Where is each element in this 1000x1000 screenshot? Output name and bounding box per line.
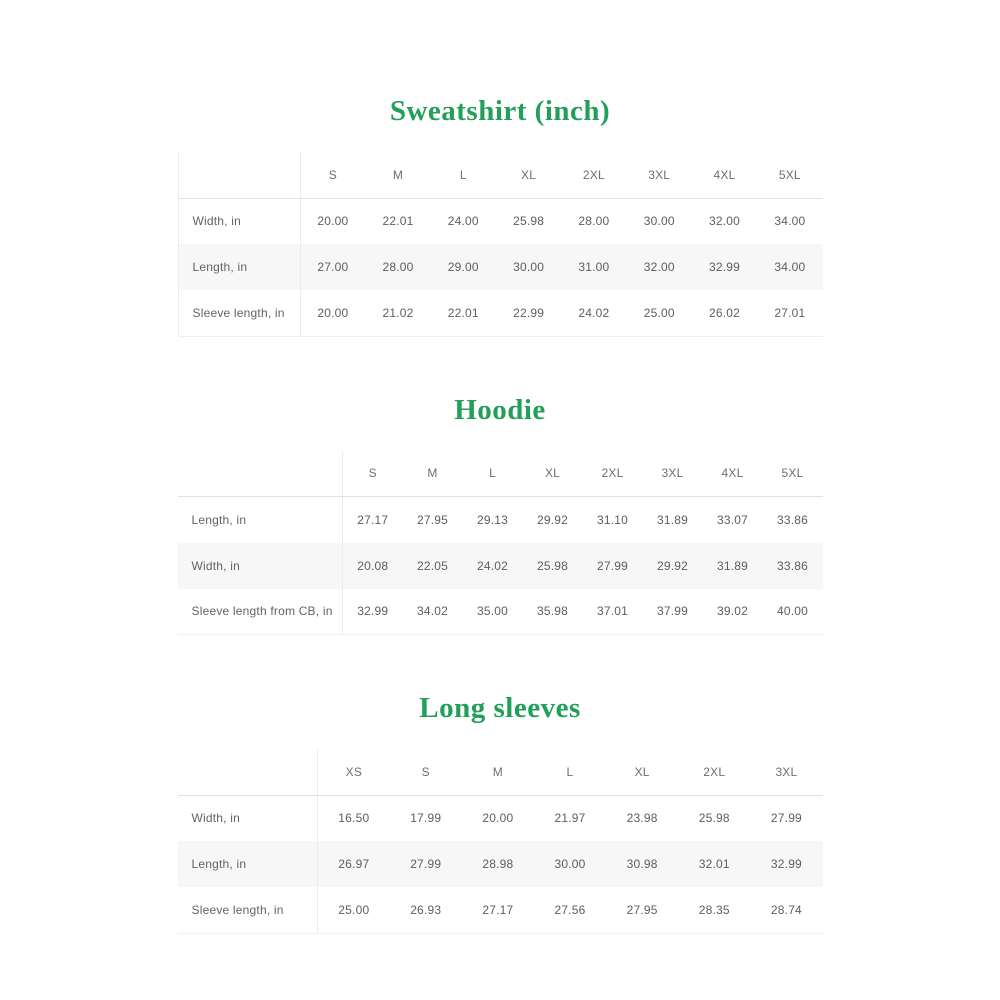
size-header-cell: L — [463, 451, 523, 497]
value-cell: 40.00 — [763, 589, 823, 635]
size-header-cell: M — [365, 152, 430, 198]
value-cell: 31.00 — [578, 260, 610, 274]
measurement-row — [178, 244, 823, 290]
size-header-cell: XL — [523, 451, 583, 497]
value-cell: 27.99 — [410, 857, 442, 871]
value-cell: 28.35 — [678, 887, 750, 933]
corner-cell — [178, 451, 343, 497]
measurement-row — [178, 198, 823, 244]
value-cell: 32.00 — [643, 260, 675, 274]
value-cell: 25.98 — [536, 558, 569, 573]
value-cell: 21.02 — [365, 290, 430, 336]
row-label-cell: Width, in — [178, 795, 318, 841]
value-cell: 27.00 — [317, 260, 349, 274]
corner-cell — [178, 749, 318, 795]
row-label-cell: Length, in — [178, 497, 343, 543]
measurement-row — [178, 589, 823, 635]
value-cell: 25.00 — [318, 887, 390, 933]
value-cell: 27.01 — [757, 290, 822, 336]
size-header-row — [178, 749, 823, 795]
value-cell: 29.13 — [476, 512, 509, 527]
value-cell: 20.00 — [300, 290, 365, 336]
value-cell: 37.99 — [643, 589, 703, 635]
row-label-cell: Width, in — [178, 198, 300, 244]
value-cell: 27.17 — [357, 512, 389, 527]
size-header-cell: S — [343, 451, 403, 497]
value-cell: 37.01 — [583, 589, 643, 635]
value-cell: 28.00 — [382, 260, 414, 274]
value-cell: 31.10 — [596, 512, 629, 527]
value-cell: 26.02 — [692, 290, 757, 336]
value-cell: 16.50 — [338, 811, 370, 826]
value-cell: 27.56 — [534, 887, 606, 933]
value-cell: 30.00 — [513, 260, 545, 274]
size-header-row — [178, 451, 823, 497]
value-cell: 23.98 — [626, 811, 658, 826]
value-cell: 29.00 — [447, 260, 479, 274]
value-cell: 33.86 — [776, 558, 809, 573]
size-header-cell: XS — [318, 749, 390, 795]
size-header-cell: S — [300, 152, 365, 198]
value-cell: 27.95 — [416, 512, 449, 527]
measurement-row — [178, 497, 823, 543]
sweatshirt-size-table — [178, 152, 823, 337]
size-header-cell: 4XL — [692, 152, 757, 198]
section-long-sleeves — [178, 691, 823, 934]
value-cell: 34.00 — [774, 260, 806, 274]
value-cell: 27.95 — [606, 887, 678, 933]
row-label-cell: Width, in — [178, 543, 343, 589]
long-sleeves-table-title: Long sleeves — [419, 692, 581, 724]
value-cell: 22.01 — [431, 290, 496, 336]
value-cell: 27.99 — [596, 558, 629, 573]
value-cell: 25.00 — [627, 290, 692, 336]
value-cell: 32.01 — [698, 857, 730, 871]
value-cell: 17.99 — [410, 811, 442, 826]
value-cell: 35.98 — [523, 589, 583, 635]
value-cell: 29.92 — [656, 558, 689, 573]
sweatshirt-table-title: Sweatshirt (inch) — [389, 95, 611, 127]
value-cell: 32.99 — [343, 589, 403, 635]
measurement-row — [178, 795, 823, 841]
value-cell: 24.02 — [561, 290, 626, 336]
value-cell: 26.97 — [338, 857, 370, 871]
size-header-cell: 2XL — [678, 749, 750, 795]
value-cell: 22.05 — [416, 558, 449, 573]
row-label-cell: Sleeve length, in — [178, 887, 318, 933]
value-cell: 30.00 — [554, 857, 586, 871]
size-header-cell: 2XL — [561, 152, 626, 198]
value-cell: 28.00 — [578, 214, 610, 229]
value-cell: 30.98 — [626, 857, 658, 871]
value-cell: 25.98 — [513, 214, 545, 229]
section-hoodie — [178, 393, 823, 636]
value-cell: 26.93 — [390, 887, 462, 933]
value-cell: 28.74 — [750, 887, 822, 933]
value-cell: 32.99 — [770, 857, 802, 871]
corner-cell — [178, 152, 300, 198]
value-cell: 20.00 — [482, 811, 514, 826]
value-cell: 27.17 — [462, 887, 534, 933]
value-cell: 28.98 — [482, 857, 514, 871]
section-sweatshirt — [178, 94, 823, 337]
row-label-cell: Sleeve length from CB, in — [178, 589, 343, 635]
hoodie-table-title: Hoodie — [454, 393, 546, 426]
value-cell: 24.02 — [476, 558, 509, 573]
size-header-cell: 3XL — [643, 451, 703, 497]
value-cell: 32.99 — [709, 260, 741, 274]
value-cell: 27.99 — [770, 811, 802, 826]
measurement-row — [178, 841, 823, 887]
value-cell: 35.00 — [463, 589, 523, 635]
long-sleeves-size-table — [178, 749, 823, 934]
measurement-row — [178, 887, 823, 933]
value-cell: 31.89 — [716, 558, 749, 573]
measurement-row — [178, 290, 823, 336]
value-cell: 33.07 — [716, 512, 749, 527]
value-cell: 34.02 — [403, 589, 463, 635]
value-cell: 22.01 — [382, 214, 414, 229]
value-cell: 31.89 — [656, 512, 689, 527]
size-header-cell: 5XL — [757, 152, 822, 198]
row-label-cell: Length, in — [178, 841, 318, 887]
value-cell: 21.97 — [554, 811, 586, 826]
value-cell: 20.00 — [317, 214, 349, 229]
size-header-cell: 5XL — [763, 451, 823, 497]
value-cell: 29.92 — [536, 512, 569, 527]
size-header-cell: 2XL — [583, 451, 643, 497]
size-header-cell: L — [534, 749, 606, 795]
row-label-cell: Sleeve length, in — [178, 290, 300, 336]
size-header-cell: 3XL — [627, 152, 692, 198]
value-cell: 20.08 — [357, 558, 389, 573]
value-cell: 32.00 — [709, 214, 741, 229]
size-header-cell: S — [390, 749, 462, 795]
size-header-row — [178, 152, 823, 198]
value-cell: 22.99 — [496, 290, 561, 336]
value-cell: 39.02 — [703, 589, 763, 635]
value-cell: 33.86 — [776, 512, 809, 527]
value-cell: 30.00 — [643, 214, 675, 229]
size-header-cell: M — [403, 451, 463, 497]
value-cell: 25.98 — [698, 811, 730, 826]
value-cell: 34.00 — [774, 214, 806, 229]
size-header-cell: 3XL — [750, 749, 822, 795]
value-cell: 24.00 — [447, 214, 479, 229]
row-label-cell: Length, in — [178, 244, 300, 290]
size-chart-content — [178, 0, 823, 934]
size-header-cell: XL — [606, 749, 678, 795]
measurement-row — [178, 543, 823, 589]
size-header-cell: L — [431, 152, 496, 198]
hoodie-size-table — [178, 451, 823, 636]
size-header-cell: 4XL — [703, 451, 763, 497]
size-header-cell: XL — [496, 152, 561, 198]
size-header-cell: M — [462, 749, 534, 795]
